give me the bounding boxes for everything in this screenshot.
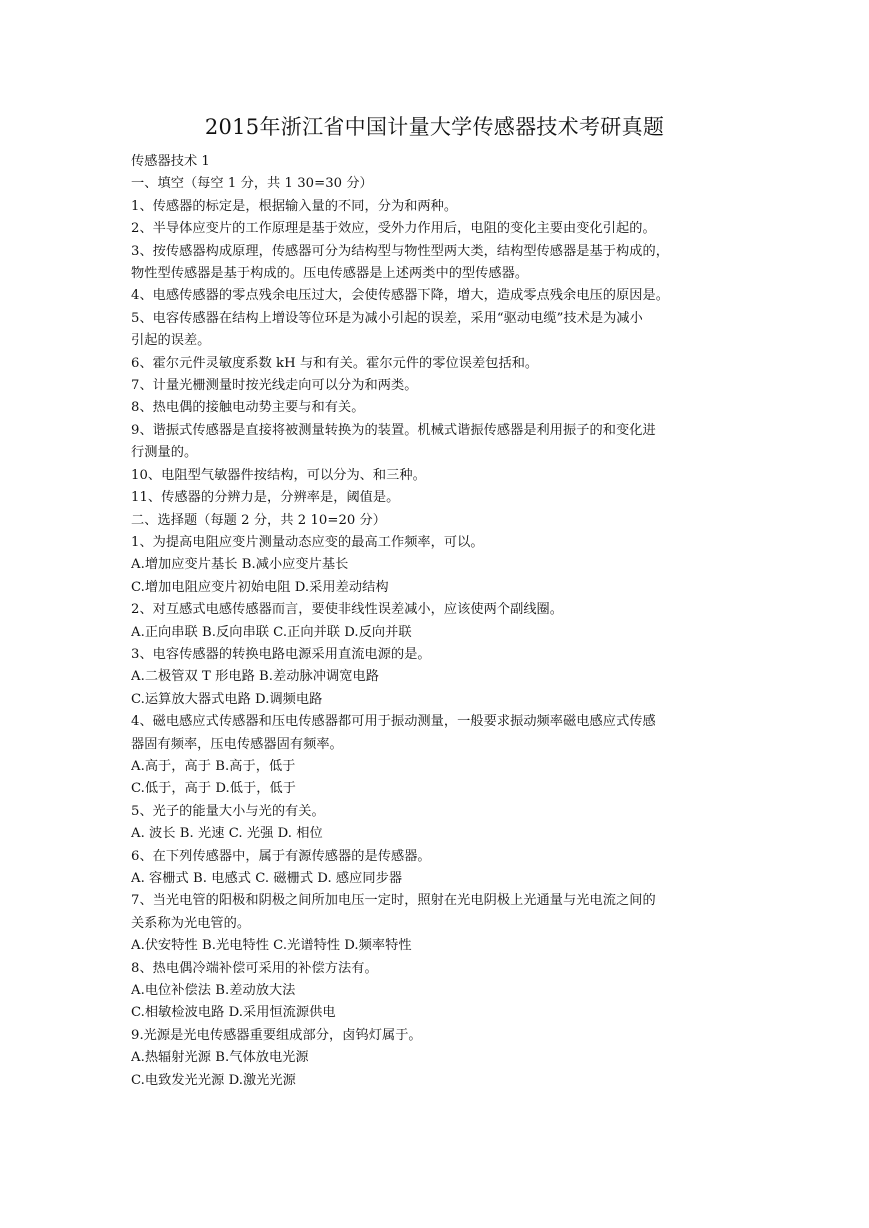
section-heading: 二、选择题（每题 2 分，共 2 10=20 分）: [131, 512, 387, 528]
option-line: C.相敏检波电路 D.采用恒流源供电: [131, 1005, 336, 1021]
option-line: A.伏安特性 B.光电特性 C.光谱特性 D.频率特性: [131, 938, 412, 954]
option-line: A.正向串联 B.反向串联 C.正向并联 D.反向并联: [131, 624, 412, 640]
option-line: C.运算放大器式电路 D.调频电路: [131, 691, 323, 707]
question-line: 7、计量光栅测量时按光线走向可以分为和两类。: [131, 378, 418, 394]
question-line: 4、电感传感器的零点残余电压过大，会使传感器下降，增大，造成零点残余电压的原因是。: [131, 288, 669, 304]
question-line: 6、在下列传感器中，属于有源传感器的是传感器。: [131, 848, 431, 864]
option-line: C.增加电阻应变片初始电阻 D.采用差动结构: [131, 579, 389, 595]
question-line: 引起的误差。: [131, 333, 211, 349]
question-line: 行测量的。: [131, 445, 198, 461]
question-line: 6、霍尔元件灵敏度系数 kH 与和有关。霍尔元件的零位误差包括和。: [131, 355, 539, 371]
question-line: 10、电阻型气敏器件按结构，可以分为、和三种。: [131, 467, 426, 483]
option-line: A. 容栅式 B. 电感式 C. 磁栅式 D. 感应同步器: [131, 871, 403, 886]
question-line: 8、热电偶的接触电动势主要与和有关。: [131, 400, 365, 416]
question-line: 9.光源是光电传感器重要组成部分，卤钨灯属于。: [131, 1027, 422, 1043]
question-line: 2、半导体应变片的工作原理是基于效应，受外力作用后，电阻的变化主要由变化引起的。: [131, 221, 656, 237]
section-header: 传感器技术 1: [131, 154, 210, 169]
question-line: 3、按传感器构成原理，传感器可分为结构型与物性型两大类，结构型传感器是基于构成的，: [131, 243, 669, 259]
section-heading: 一、填空（每空 1 分，共 1 30=30 分）: [131, 176, 373, 192]
question-line: 1、为提高电阻应变片测量动态应变的最高工作频率，可以。: [131, 534, 484, 550]
question-line: 9、谐振式传感器是直接将被测量转换为的装置。机械式谐振传感器是利用振子的和变化进: [131, 422, 656, 438]
option-line: A. 波长 B. 光速 C. 光强 D. 相位: [131, 826, 323, 842]
question-line: 8、热电偶冷端补偿可采用的补偿方法有。: [131, 960, 378, 976]
question-line: 11、传感器的分辨力是，分辨率是，阈值是。: [131, 490, 400, 506]
question-line: 关系称为光电管的。: [131, 915, 251, 931]
question-line: 7、当光电管的阳极和阴极之间所加电压一定时，照射在光电阴极上光通量与光电流之间的: [131, 893, 656, 909]
question-line: 2、对互感式电感传感器而言，要使非线性误差减小，应该使两个副线圈。: [131, 602, 564, 618]
question-line: 5、光子的能量大小与光的有关。: [131, 803, 325, 819]
question-line: 物性型传感器是基于构成的。压电传感器是上述两类中的型传感器。: [131, 266, 529, 282]
option-line: A.电位补偿法 B.差动放大法: [131, 983, 296, 999]
document-title: 2015年浙江省中国计量大学传感器技术考研真题: [204, 115, 665, 139]
option-line: C.电致发光光源 D.激光光源: [131, 1072, 296, 1088]
question-line: 器固有频率，压电传感器固有频率。: [131, 736, 343, 752]
question-line: 4、磁电感应式传感器和压电传感器都可用于振动测量，一般要求振动频率磁电感应式传感: [131, 714, 656, 730]
option-line: A.热辐射光源 B.气体放电光源: [131, 1050, 309, 1066]
question-line: 5、电容传感器在结构上增设等位环是为减小引起的误差，采用“驱动电缆”技术是为减小: [131, 310, 643, 326]
option-line: C.低于，高于 D.低于，低于: [131, 781, 296, 797]
option-line: A.增加应变片基长 B.减小应变片基长: [131, 557, 349, 573]
option-line: A.二极管双 T 形电路 B.差动脉冲调宽电路: [131, 669, 379, 685]
question-line: 1、传感器的标定是，根据输入量的不同，分为和两种。: [131, 198, 458, 214]
question-line: 3、电容传感器的转换电路电源采用直流电源的是。: [131, 646, 431, 662]
option-line: A.高于，高于 B.高于，低于: [131, 758, 296, 774]
document-body: [131, 151, 737, 1092]
